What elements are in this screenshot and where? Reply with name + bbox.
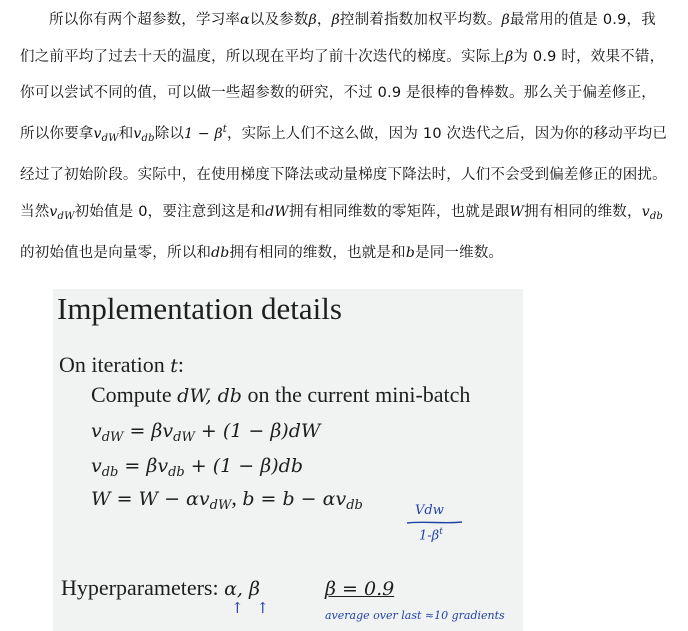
vdw-update-equation: vdW = βvdW + (1 − β)dW	[91, 420, 321, 445]
handwritten-average-note: average over last ≈10 gradients	[325, 609, 505, 622]
handwritten-numerator: Vdw	[415, 503, 444, 518]
hyperparameters-line: Hyperparameters: α, β	[61, 575, 260, 600]
handwritten-arrows: ↑ ↑	[231, 599, 273, 617]
beta-value: β = 0.9	[325, 578, 395, 600]
lecture-slide	[53, 289, 523, 631]
weight-update-equation: W = W − αvdW, b = b − αvdb	[91, 485, 363, 513]
compute-line: Compute dW, db on the current mini-batch	[91, 382, 471, 407]
handwritten-fraction-bar	[405, 520, 465, 526]
vdb-update-equation: vdb = βvdb + (1 − β)db	[91, 455, 303, 480]
handwritten-denominator: $1-\beta^t$	[419, 527, 443, 544]
explanation-paragraph: 所以你有两个超参数，学习率α以及参数β，β控制着指数加权平均数。β最常用的值是 0.9，我们之前平均了过去十天的温度，所以现在平均了前十次迭代的梯度。实际上β为 0.9 时，效果不错，你可以尝试不同的值，可以做一些超参数的研究，不过 0.9 是很棒的鲁棒数。那么关于偏差修正，所以你要拿$v_{dW}$和$v_{db}$除以$1 - \beta^t$，实际上人们不这么做，因为 10 次迭代之后，因为你的移动平均已经过了初始阶段。实际中，在使用梯度下降法或动量梯度下降法时，人们不会受到偏差修正的困扰。当然$v_{dW}$初始值是 0，要注意到这是和dW拥有相同维数的零矩阵，也就是跟W拥有相同的维数，$v_{db}$的初始值也是向量零，所以和db拥有相同的维数，也就是和b是同一维数。	[20, 12, 668, 261]
slide-title: Implementation details	[57, 291, 342, 326]
iteration-line: On iteration t:	[59, 352, 184, 377]
